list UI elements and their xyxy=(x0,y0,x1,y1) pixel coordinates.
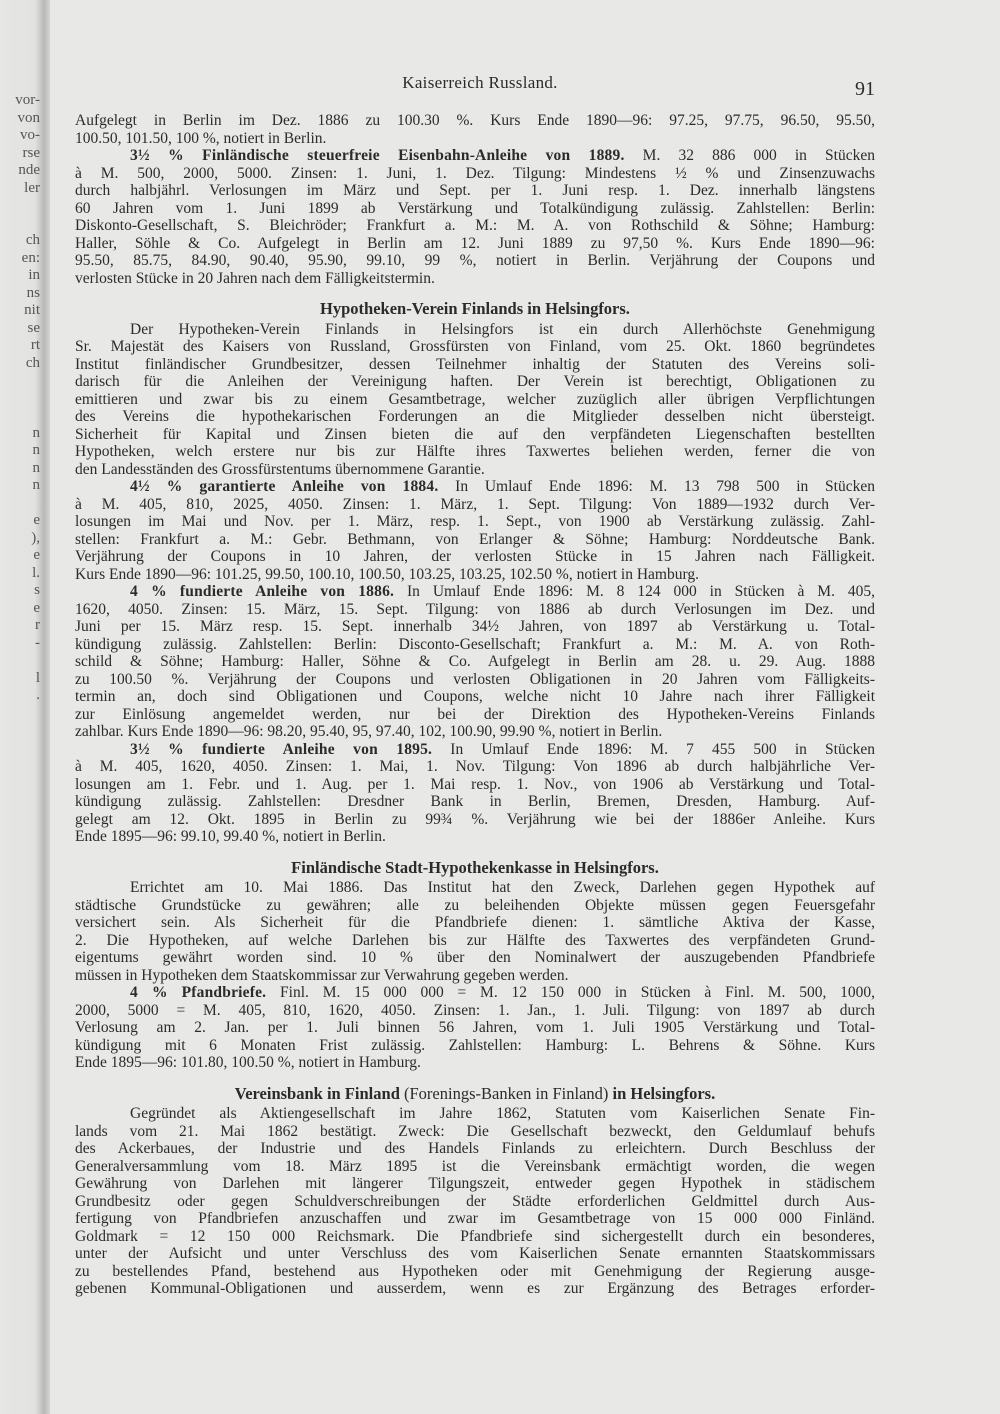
line-text: 2. Die Hypotheken, auf welche Darlehen bis zur Hälfte des Taxwertes des verpfändeten Grund- xyxy=(75,931,875,949)
facing-fragment: s xyxy=(34,582,40,598)
text-line xyxy=(75,828,875,846)
line-text: Goldmark = 12 150 000 Reichsmark. Die Pfandbriefe sind sichergestellt durch ein besonderes, xyxy=(75,1227,875,1245)
facing-fragment: n xyxy=(32,442,40,458)
text-line xyxy=(75,1019,875,1037)
line-text: In Umlauf Ende 1896: M. 7 455 500 in Stücken xyxy=(432,740,875,758)
line-text: Institut finländischer Grundbesitzer, dessen Teilnehmer inhaltig der Statuten des Vereins soli- xyxy=(75,355,875,373)
line-text: 1620, 4050. Zinsen: 15. März, 15. Sept. Tilgung: von 1886 ab durch Verlosungen im Dez. und xyxy=(75,600,875,618)
line-text: Hypotheken, welch erstere nur bis zur Hälfte ihres Taxwertes beliehen werden, ferner die von xyxy=(75,443,875,460)
line-text: Sicherheit für Kapital und Zinsen bieten die auf den verpfändeten Liegenschaften bestellten xyxy=(75,425,875,443)
line-text: Grundbesitz oder gegen Schuldverschreibungen der Städte erforderlichen Geldmittel durch Aus- xyxy=(75,1192,875,1210)
text-line xyxy=(75,1140,875,1158)
line-text: In Umlauf Ende 1896: M. 13 798 500 in Stücken xyxy=(438,478,875,495)
paragraph xyxy=(75,741,875,846)
text-line xyxy=(75,478,875,496)
facing-fragment: nde xyxy=(18,162,40,178)
paragraph xyxy=(75,1105,875,1298)
paragraph xyxy=(75,478,875,583)
text-line xyxy=(75,671,875,689)
text-line xyxy=(75,688,875,706)
facing-fragment xyxy=(0,372,40,390)
line-text: 60 Jahren vom 1. Juni 1899 ab Verstärkung und Totalkündigung zulässig. Zahlstellen: Berlin: xyxy=(75,199,875,217)
line-text: emittieren und zwar bis zu einem Gesamtbetrage, welcher zuzüglich aller übrigen Verpflichtungen xyxy=(75,390,875,408)
heading-part: Hypotheken-Verein Finlands in Helsingfors. xyxy=(320,299,630,318)
text-line xyxy=(75,200,875,218)
text-line xyxy=(75,1263,875,1281)
line-text: zu 100.50 %. Verjährung der Coupons und verlosten Obligationen in 20 Jahren vom Fälligkeits- xyxy=(75,670,875,688)
facing-fragment: n xyxy=(32,459,40,476)
line-text: gebenen Kommunal-Obligationen und ausserdem, wenn es zur Ergänzung des Betrages erforder- xyxy=(75,1280,875,1297)
text-line xyxy=(75,356,875,374)
text-line xyxy=(75,1158,875,1176)
page-number: 91 xyxy=(855,78,875,100)
facing-fragment: ), xyxy=(31,529,40,546)
text-line xyxy=(75,1105,875,1123)
text-line xyxy=(75,165,875,183)
text-line xyxy=(75,1210,875,1228)
line-text: lands vom 21. Mai 1862 bestätigt. Zweck: Die Gesellschaft bezweckt, den Geldumlauf behufs xyxy=(75,1122,875,1140)
facing-fragment: - xyxy=(35,634,40,651)
heading-part: (Forenings-Banken in Finland) xyxy=(399,1083,613,1103)
text-line xyxy=(75,391,875,409)
line-text: 100.50, 101.50, 100 %, notiert in Berlin. xyxy=(75,129,327,147)
text-line xyxy=(75,583,875,601)
line-text: zur Einlösung angemeldet werden, nur bei der Direktion des Hypotheken-Vereins Finlands xyxy=(75,705,875,723)
line-text: gelegt am 12. Okt. 1895 in Berlin zu 99¾ %. Verjährung wie bei der 1886er Anleihe. Kurs xyxy=(75,810,875,828)
line-text: darisch für die Anleihen der Vereinigung haften. Der Verein ist berechtigt, Obligationen zu xyxy=(75,373,875,390)
bond-title: 4 % fundierte Anleihe von 1886. xyxy=(130,583,395,600)
text-line xyxy=(75,949,875,967)
text-line xyxy=(75,443,875,461)
line-text: Sr. Majestät des Kaisers von Russland, Grossfürsten von Finland, vom 25. Okt. 1860 begründetes xyxy=(75,338,875,355)
heading-part: Finländische Stadt-Hypothekenkasse in Helsingfors. xyxy=(291,857,659,877)
text-line xyxy=(75,618,875,636)
facing-fragment: rt xyxy=(30,337,40,353)
facing-fragment: se xyxy=(27,319,40,336)
line-text: losungen am 1. Febr. und 1. Aug. per 1. Mai resp. 1. Nov., von 1906 ab Verstärkung und Total- xyxy=(75,775,875,793)
text-line xyxy=(75,1175,875,1193)
bond-title: 3½ % Finländische steuerfreie Eisenbahn-Anleihe von 1889. xyxy=(130,147,625,164)
paragraph xyxy=(75,147,875,287)
running-head: Kaiserreich Russland. xyxy=(402,73,558,92)
text-line xyxy=(75,338,875,356)
heading-part: Vereinsbank in Finland xyxy=(234,1083,400,1103)
text-line xyxy=(75,1228,875,1246)
text-line xyxy=(75,793,875,811)
line-text: zahlbar. Kurs Ende 1890—96: 98.20, 95.40, 95, 97.40, 102, 100.90, 99.90 %, notiert in Berlin. xyxy=(75,723,663,740)
line-text: Diskonto-Gesellschaft, S. Bleichröder; Frankfurt a. M.: M. A. von Rothschild & Söhne; Hamburg: xyxy=(75,217,875,234)
line-text: kündigung zulässig. Zahlstellen: Dresdner Bank in Berlin, Bremen, Dresden, Hamburg. Auf- xyxy=(75,793,875,810)
line-text: termin an, doch sind Obligationen und Coupons, welche nicht 10 Jahre nach ihrer Fälligkeit xyxy=(75,688,875,705)
facing-fragment: nit xyxy=(24,302,40,318)
facing-fragment: en: xyxy=(21,249,40,266)
line-text: schild & Söhne; Hamburg: Haller, Söhne & Co. Aufgelegt in Berlin am 28. u. 29. Aug. 1888 xyxy=(75,653,875,670)
section-heading xyxy=(75,859,875,877)
text-line xyxy=(75,373,875,391)
facing-fragment: . xyxy=(36,687,40,703)
line-text: Aufgelegt in Berlin im Dez. 1886 zu 100.30 %. Kurs Ende 1890—96: 97.25, 97.75, 96.50, 95.50, xyxy=(75,112,875,129)
text-line xyxy=(75,811,875,829)
line-text: des Ackerbaues, der Industrie und des Handels Finlands zu erleichtern. Durch Beschluss der xyxy=(75,1140,875,1157)
facing-fragment: n xyxy=(32,424,40,441)
text-line xyxy=(75,932,875,950)
facing-fragment: in xyxy=(28,267,40,283)
facing-fragment: vo- xyxy=(20,127,40,143)
line-text: Errichtet am 10. Mai 1886. Das Institut hat den Zweck, Darlehen gegen Hypothek auf xyxy=(130,879,875,896)
text-line xyxy=(75,601,875,619)
text-line xyxy=(75,147,875,165)
line-text: fertigung von Pfandbriefen anzuschaffen und zwar im Gesamtbetrage von 15 000 000 Finländ. xyxy=(75,1210,875,1227)
facing-fragment: e xyxy=(33,512,40,528)
line-text: Der Hypotheken-Verein Finlands in Helsingfors ist ein durch Allerhöchste Genehmigung xyxy=(130,320,875,338)
text-line xyxy=(75,217,875,235)
text-line xyxy=(75,1037,875,1055)
line-text: Generalversammlung vom 18. März 1895 ist die Vereinsbank ermächtigt worden, die wegen xyxy=(75,1157,875,1175)
facing-fragment: r xyxy=(35,617,40,633)
line-text: verlosten Stücke in 20 Jahren nach dem Fälligkeitstermin. xyxy=(75,269,435,287)
text-line xyxy=(75,235,875,253)
facing-page-fragments xyxy=(0,92,40,705)
line-text: müssen in Hypotheken dem Staatskommissar zur Verwahrung gegeben werden. xyxy=(75,966,569,984)
facing-fragment xyxy=(0,215,40,233)
text-line xyxy=(75,496,875,514)
facing-fragment: rse xyxy=(22,144,40,161)
text-line xyxy=(75,758,875,776)
line-text: Verlosung am 2. Jan. per 1. Juli binnen 56 Jahren, vom 1. Juli 1905 Verstärkung und Total- xyxy=(75,1019,875,1036)
facing-fragment: vor- xyxy=(15,92,40,108)
text-line xyxy=(75,776,875,794)
line-text: à M. 500, 2000, 5000. Zinsen: 1. Juni, 1. Dez. Tilgung: Mindestens ½ % und Zinsenzuwachs xyxy=(75,164,875,182)
text-line xyxy=(75,1245,875,1263)
line-text: Juni per 15. März resp. 15. Sept. innerhalb 34½ Jahren, von 1897 ab Verstärkung u. Total- xyxy=(75,618,875,635)
line-text: M. 32 886 000 in Stücken xyxy=(624,147,875,164)
text-line xyxy=(75,636,875,654)
text-line xyxy=(75,566,875,584)
line-text: unter der Aufsicht und unter Verschluss des vom Kaiserlichen Senate ernannten Staatskommissars xyxy=(75,1245,875,1262)
text-line xyxy=(75,741,875,759)
text-column xyxy=(75,112,875,1298)
paragraph xyxy=(75,984,875,1072)
line-text: zu bestellendes Pfand, bestehend aus Hypotheken oder mit Genehmigung der Regierung ausge- xyxy=(75,1262,875,1280)
text-line xyxy=(75,1002,875,1020)
line-text: städtische Grundstücke zu gewähren; alle zu beleihenden Objekte müssen gegen Feuersgefahr xyxy=(75,896,875,914)
text-line xyxy=(75,531,875,549)
text-line xyxy=(75,513,875,531)
line-text: Verjährung der Coupons in 10 Jahren, der verlosten Stücke in 15 Jahren nach Fälligkeit. xyxy=(75,548,875,565)
line-text: kündigung zulässig. Zahlstellen: Berlin: Disconto-Gesellschaft; Frankfurt a. M.: M. A. von Roth- xyxy=(75,635,875,653)
line-text: des Vereins die hypothekarischen Forderungen an die Mitglieder desselben nicht übersteigt. xyxy=(75,408,875,425)
facing-page-edge xyxy=(0,0,50,1414)
facing-fragment: l xyxy=(35,669,40,686)
heading-part: in Helsingfors. xyxy=(612,1083,716,1103)
facing-fragment: ch xyxy=(25,354,40,371)
line-text: à M. 405, 810, 2025, 4050. Zinsen: 1. März, 1. Sept. Tilgung: Von 1889—1932 durch Ver- xyxy=(75,495,875,513)
text-line xyxy=(75,408,875,426)
text-line xyxy=(75,653,875,671)
facing-fragment: ler xyxy=(24,179,40,196)
bond-title: 4 % Pfandbriefe. xyxy=(130,984,267,1001)
text-line xyxy=(75,321,875,339)
facing-fragment: e xyxy=(33,547,40,563)
paragraph xyxy=(75,879,875,984)
text-line xyxy=(75,1280,875,1298)
line-text: 95.50, 85.75, 84.90, 90.40, 95.90, 99.10, 99 %, notiert in Berlin. Verjährung der Coupons und xyxy=(75,252,875,269)
text-line xyxy=(75,130,875,148)
text-line xyxy=(75,706,875,724)
facing-fragment xyxy=(0,652,40,670)
line-text: den Landesständen des Grossfürstentums übernommene Garantie. xyxy=(75,460,485,478)
text-line xyxy=(75,1054,875,1072)
line-text: à M. 405, 1620, 4050. Zinsen: 1. Mai, 1. Nov. Tilgung: Von 1896 ab durch halbjährliche Ver- xyxy=(75,758,875,775)
text-line xyxy=(75,112,875,130)
facing-fragment: e xyxy=(33,599,40,616)
line-text: eigentums gewährt worden sind. 10 % über den Nominalwert der auszugebenden Pfandbriefe xyxy=(75,949,875,966)
text-line xyxy=(75,548,875,566)
text-line xyxy=(75,270,875,288)
facing-fragment: n xyxy=(32,477,40,493)
line-text: versichert sein. Als Sicherheit für die Pfandbriefe dienen: 1. sämtliche Aktiva der Kasse, xyxy=(75,914,875,931)
line-text: 2000, 5000 = M. 405, 810, 1620, 4050. Zinsen: 1. Jan., 1. Juli. Tilgung: von 1897 ab durch xyxy=(75,1001,875,1019)
facing-fragment xyxy=(0,390,40,408)
line-text: stellen: Frankfurt a. M.: Gebr. Bethmann, von Erlanger & Söhne; Hamburg: Norddeutsche Bank. xyxy=(75,530,875,548)
text-line xyxy=(75,723,875,741)
text-line xyxy=(75,182,875,200)
text-line xyxy=(75,984,875,1002)
line-text: Haller, Söhle & Co. Aufgelegt in Berlin am 12. Juni 1889 zu 97,50 %. Kurs Ende 1890—96: xyxy=(75,234,875,252)
text-line xyxy=(75,897,875,915)
text-line xyxy=(75,426,875,444)
line-text: durch halbjährl. Verlosungen im März und Sept. per 1. Juni resp. 1. Dez. innerhalb längstens xyxy=(75,182,875,199)
paragraph xyxy=(75,583,875,741)
facing-fragment xyxy=(0,495,40,513)
line-text: In Umlauf Ende 1896: M. 8 124 000 in Stücken à M. 405, xyxy=(394,583,875,600)
text-line xyxy=(75,879,875,897)
text-line xyxy=(75,461,875,479)
section-heading xyxy=(75,1085,875,1103)
section-heading xyxy=(75,300,875,318)
line-text: Finl. M. 15 000 000 = M. 12 150 000 in Stücken à Finl. M. 500, 1000, xyxy=(266,984,875,1001)
paragraph xyxy=(75,321,875,479)
line-text: Ende 1895—96: 101.80, 100.50 %, notiert in Hamburg. xyxy=(75,1054,421,1071)
line-text: kündigung mit 6 Monaten Frist zulässig. Zahlstellen: Hamburg: L. Behrens & Söhne. Kurs xyxy=(75,1036,875,1054)
line-text: Gegründet als Aktiengesellschaft im Jahre 1862, Statuten vom Kaiserlichen Senate Fin- xyxy=(130,1105,875,1122)
line-text: losungen im Mai und Nov. per 1. März, resp. 1. Sept., von 1900 ab Verstärkung zulässig. Zahl- xyxy=(75,513,875,530)
text-line xyxy=(75,914,875,932)
facing-fragment: von xyxy=(17,109,40,126)
facing-fragment xyxy=(0,197,40,215)
facing-fragment: l. xyxy=(32,564,40,581)
bond-title: 3½ % fundierte Anleihe von 1895. xyxy=(130,740,433,758)
line-text: Gewährung von Darlehen mit längerer Tilgungszeit, entweder gegen Hypothek in städischem xyxy=(75,1175,875,1192)
facing-fragment: ch xyxy=(25,232,40,248)
line-text: Ende 1895—96: 99.10, 99.40 %, notiert in Berlin. xyxy=(75,828,386,845)
text-line xyxy=(75,1193,875,1211)
paragraph xyxy=(75,112,875,147)
text-line xyxy=(75,967,875,985)
line-text: Kurs Ende 1890—96: 101.25, 99.50, 100.10, 100.50, 103.25, 103.25, 102.50 %, notiert in Hamburg. xyxy=(75,565,699,583)
text-line xyxy=(75,1123,875,1141)
facing-fragment xyxy=(0,407,40,425)
text-line xyxy=(75,252,875,270)
bond-title: 4½ % garantierte Anleihe von 1884. xyxy=(130,478,439,495)
facing-fragment: ns xyxy=(26,284,40,301)
